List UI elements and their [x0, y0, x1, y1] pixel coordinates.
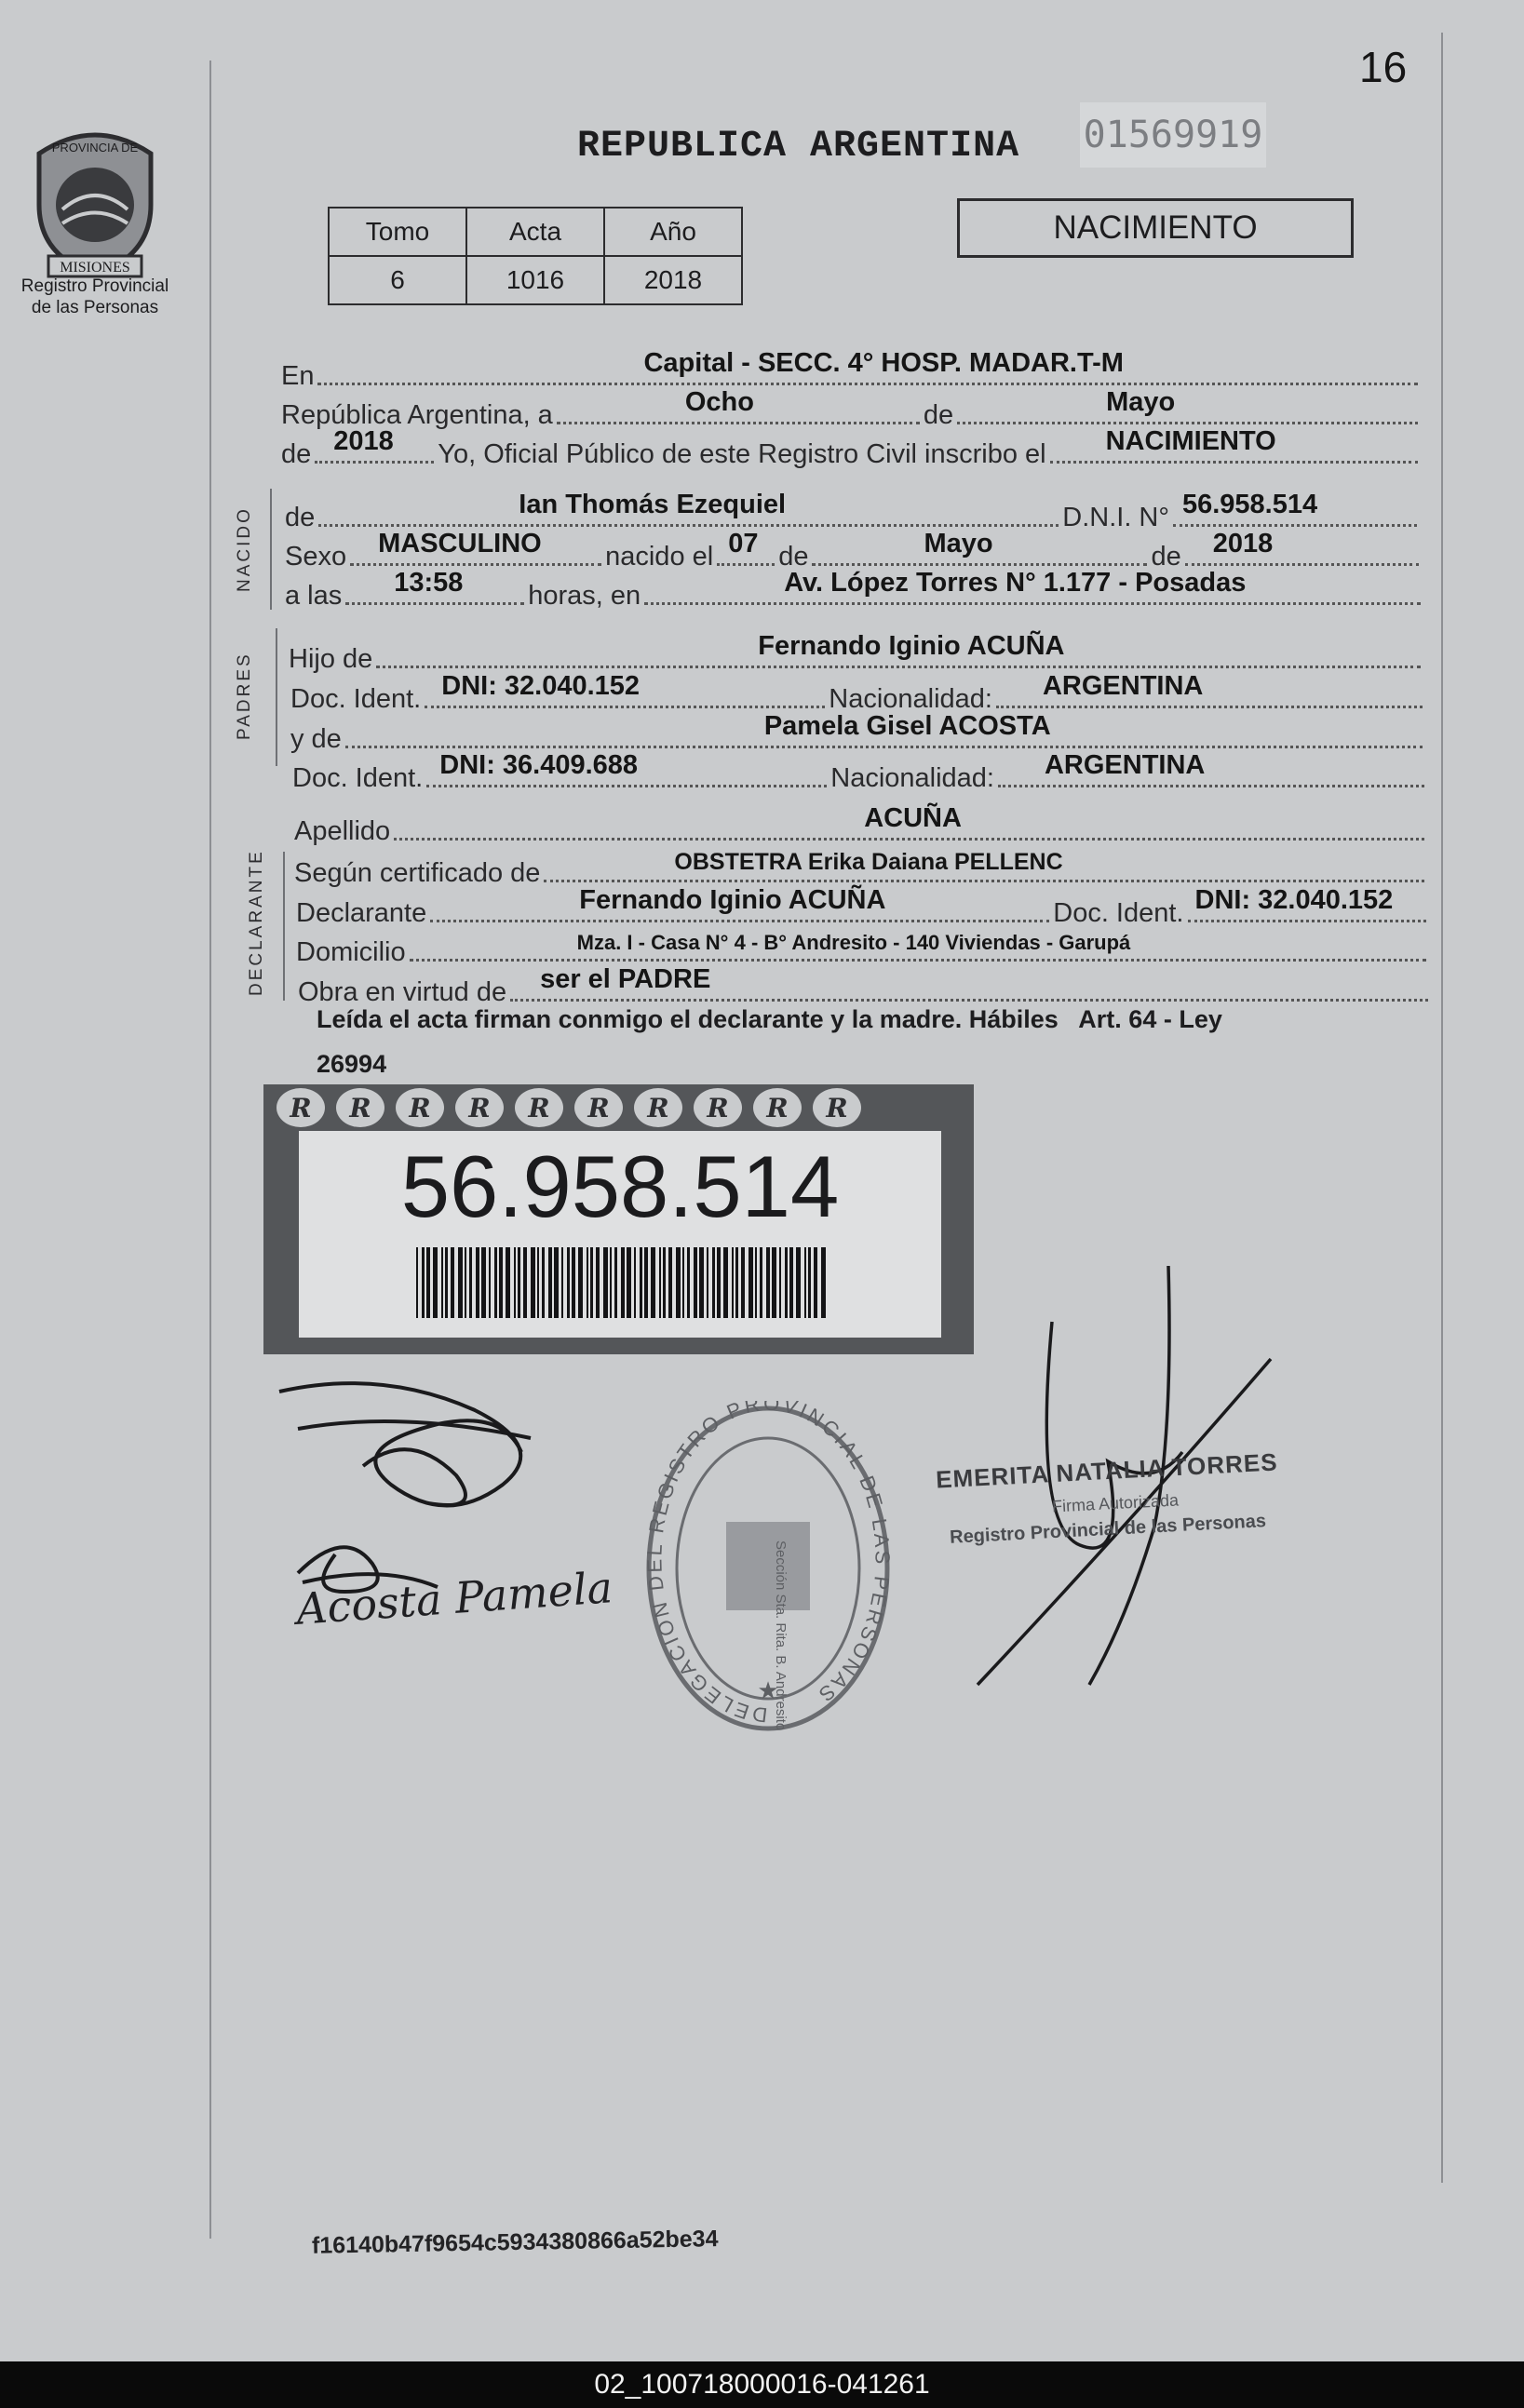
dni-card	[263, 1084, 974, 1354]
serial-number: 01569919	[1080, 102, 1266, 168]
statement-line-1: Leída el acta firman conmigo el declarante y la madre. Hábiles Art. 64 - Ley	[317, 1005, 1222, 1033]
birth-place: Av. López Torres N° 1.177 - Posadas	[784, 568, 1247, 598]
padre-line: Hijo de Fernando Iginio ACUÑA	[289, 644, 1424, 675]
record-type-box: NACIMIENTO	[957, 198, 1354, 258]
nacido-time-line: a las 13:58 horas, en Av. López Torres N° 1.177 - Posadas	[285, 581, 1424, 612]
right-margin-line	[1441, 33, 1443, 2183]
header-tomo: Tomo	[329, 208, 466, 256]
document-hash: f16140b47f9654c5934380866a52be34	[311, 2226, 719, 2259]
day-value: Ocho	[684, 387, 754, 417]
value-tomo: 6	[329, 256, 466, 304]
nacido-sex-line: Sexo MASCULINO nacido el 07 de Mayo de 2018	[285, 542, 1423, 572]
en-value: Capital - SECC. 4° HOSP. MADAR.T-M	[643, 348, 1124, 378]
svg-text:★: ★	[757, 1677, 779, 1705]
r-pattern-icon: R	[634, 1088, 682, 1127]
barcode-icon	[416, 1247, 826, 1318]
official-org: Registro Provincial de las Personas	[949, 1511, 1267, 1548]
apellido-line: Apellido ACUÑA	[294, 816, 1428, 847]
apellido-value: ACUÑA	[864, 803, 962, 833]
madre-line: y de Pamela Gisel ACOSTA	[290, 724, 1426, 755]
nacido-name-line: de Ian Thomás Ezequiel D.N.I. N° 56.958.514	[285, 503, 1421, 533]
year-value: 2018	[333, 426, 394, 456]
declarante-line: Declarante Fernando Iginio ACUÑA Doc. Ident. DNI: 32.040.152	[296, 898, 1430, 929]
footer-id: 02_100718000016-041261	[594, 2369, 930, 2400]
father-dni: DNI: 32.040.152	[441, 671, 641, 701]
domicilio-line: Domicilio Mza. I - Casa N° 4 - B° Andresito - 140 Viviendas - Garupá	[296, 937, 1430, 968]
section-nacido: NACIDO	[235, 506, 254, 592]
r-pattern-icon: R	[455, 1088, 504, 1127]
certificado-line: Según certificado de OBSTETRA Erika Daiana PELLENC	[294, 858, 1428, 889]
birth-time: 13:58	[394, 568, 464, 598]
official-role: Firma Autorizada	[1051, 1490, 1180, 1516]
month-value: Mayo	[1106, 387, 1176, 417]
padre-doc-line: Doc. Ident. DNI: 32.040.152 Nacionalidad: ARGENTINA	[290, 684, 1426, 715]
value-anio: 2018	[604, 256, 742, 304]
child-name: Ian Thomás Ezequiel	[519, 490, 787, 519]
r-pattern-icon: R	[396, 1088, 444, 1127]
dni-pattern-strip	[263, 1084, 974, 1131]
seal-inner-text: Sección Sta. Rita. B. Andresito	[773, 1540, 789, 1731]
domicilio-value: Mza. I - Casa N° 4 - B° Andresito - 140 Viviendas - Garupá	[576, 931, 1131, 954]
declarante-dni: DNI: 32.040.152	[1194, 885, 1394, 915]
registry-seal	[642, 1401, 894, 1736]
svg-text:PROVINCIA DE: PROVINCIA DE	[51, 141, 139, 155]
svg-text:MISIONES: MISIONES	[60, 260, 130, 276]
mother-name: Pamela Gisel ACOSTA	[763, 711, 1051, 741]
svg-text:DELEGACION DEL REGISTRO PROVIN: DELEGACION DEL REGISTRO PROVINCIAL DE LAS PERSONAS	[642, 1401, 894, 1728]
inscribo-value: NACIMIENTO	[1105, 426, 1276, 456]
obra-value: ser el PADRE	[540, 964, 711, 994]
child-dni: 56.958.514	[1181, 490, 1318, 519]
emblem-label-2: de las Personas	[31, 298, 159, 317]
r-pattern-icon: R	[694, 1088, 742, 1127]
birth-month: Mayo	[924, 529, 993, 558]
mother-nationality: ARGENTINA	[1044, 750, 1206, 780]
value-acta: 1016	[466, 256, 604, 304]
seal-stamp-icon	[642, 1401, 894, 1736]
statement-line-2: 26994	[317, 1050, 387, 1078]
en-line: En Capital - SECC. 4° HOSP. MADAR.T-M	[281, 361, 1422, 392]
official-name: EMERITA NATALIA TORRES	[935, 1447, 1279, 1494]
emblem-seal-icon	[11, 116, 179, 284]
date-line: República Argentina, a Ocho de Mayo	[281, 400, 1422, 431]
madre-signature-text: Acosta Pamela	[294, 1562, 614, 1634]
r-pattern-icon: R	[515, 1088, 563, 1127]
declarante-name: Fernando Iginio ACUÑA	[579, 885, 886, 915]
father-name: Fernando Iginio ACUÑA	[758, 631, 1065, 661]
dni-card-number: 56.958.514	[400, 1137, 840, 1235]
obra-line: Obra en virtud de ser el PADRE	[298, 977, 1432, 1008]
madre-doc-line: Doc. Ident. DNI: 36.409.688 Nacionalidad: ARGENTINA	[292, 763, 1428, 794]
certificado-value: OBSTETRA Erika Daiana PELLENC	[674, 849, 1063, 875]
document-title: REPUBLICA ARGENTINA	[577, 126, 1020, 168]
r-pattern-icon: R	[753, 1088, 802, 1127]
header-anio: Año	[604, 208, 742, 256]
birth-day: 07	[728, 529, 759, 558]
left-margin-line	[209, 61, 211, 2239]
r-pattern-icon: R	[574, 1088, 623, 1127]
birth-year: 2018	[1212, 529, 1274, 558]
declarante-signature	[270, 1373, 559, 1531]
sex-value: MASCULINO	[378, 529, 542, 558]
r-pattern-icon: R	[336, 1088, 384, 1127]
page-number: 16	[1359, 43, 1408, 91]
dni-card-inner	[299, 1131, 941, 1338]
province-emblem	[11, 116, 179, 330]
section-declarante: DECLARANTE	[247, 849, 266, 996]
emblem-label-1: Registro Provincial	[20, 276, 169, 296]
father-nationality: ARGENTINA	[1042, 671, 1204, 701]
header-acta: Acta	[466, 208, 604, 256]
record-table	[328, 207, 743, 305]
year-line: de 2018 Yo, Oficial Público de este Registro Civil inscribo el NACIMIENTO	[281, 439, 1422, 470]
section-padres: PADRES	[235, 652, 254, 741]
r-pattern-icon: R	[813, 1088, 861, 1127]
footer-bar	[0, 2361, 1524, 2408]
mother-dni: DNI: 36.409.688	[439, 750, 639, 780]
r-pattern-icon: R	[276, 1088, 325, 1127]
